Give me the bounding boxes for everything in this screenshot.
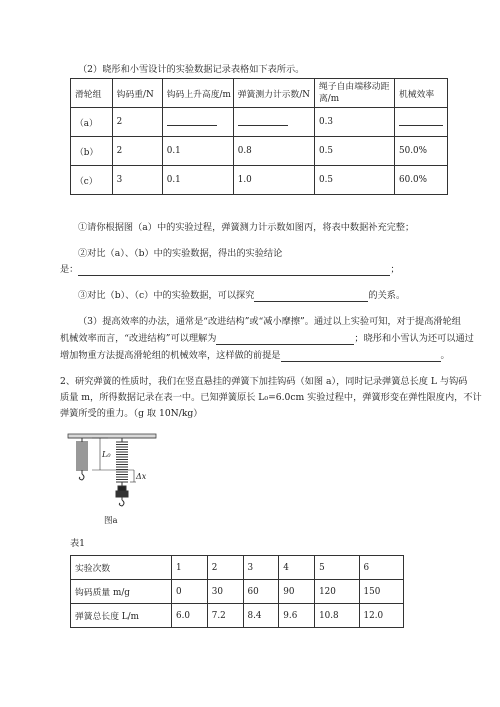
table-row xyxy=(71,137,448,166)
header-cell: 滑轮组 xyxy=(71,79,113,108)
header-cell: 钩码上升高度/m xyxy=(162,79,233,108)
paragraph-3-text-a: 机械效率而言，“改进结构”可以理解为 xyxy=(60,333,217,344)
paragraph-3-text-c: 增加物重方法提高滑轮组的机械效率，这样做的前提是 xyxy=(60,350,281,361)
table-cell: 0.1 xyxy=(162,166,233,195)
question-1: ①请你根据图（a）中的实验过程，弹簧测力计示数如图丙，将表中数据补充完整； xyxy=(78,222,415,233)
paragraph-3-text-d: 。 xyxy=(440,350,450,361)
answer-blank[interactable] xyxy=(254,292,368,302)
table-cell: 2 xyxy=(112,137,162,166)
table-cell: （c） xyxy=(71,166,113,195)
question-3 xyxy=(78,290,405,302)
problem-2-line-3: 弹簧所受的重力。（g 取 10N/kg） xyxy=(60,408,203,419)
table-cell: 1 xyxy=(172,556,208,580)
table-cell: （b） xyxy=(71,137,113,166)
paragraph-3-line-3 xyxy=(60,350,450,362)
header-cell: 弹簧测力计示数/N xyxy=(233,79,314,108)
table-cell: （a） xyxy=(71,108,113,137)
header-cell: 钩码重/N xyxy=(112,79,162,108)
table-cell: 0 xyxy=(172,580,208,604)
table-cell: 6.0 xyxy=(172,604,208,628)
table-cell: 3 xyxy=(243,556,279,580)
table-row xyxy=(71,556,404,580)
table-row xyxy=(71,580,404,604)
table-header-row xyxy=(71,79,448,108)
section2-intro: （2）晓彤和小雪设计的实验数据记录表格如下表所示。 xyxy=(78,64,305,75)
table-row xyxy=(71,166,448,195)
table-cell: 1.0 xyxy=(233,166,314,195)
question-3-text-b: 的关系。 xyxy=(368,290,406,301)
header-cell: 机械效率 xyxy=(395,79,448,108)
table-cell: 30 xyxy=(207,580,243,604)
table-cell: 钩码质量 m/g xyxy=(71,580,172,604)
table-cell: 0.3 xyxy=(315,108,395,137)
table-cell: 7.2 xyxy=(207,604,243,628)
answer-blank[interactable] xyxy=(233,108,314,137)
table-cell: 5 xyxy=(315,556,359,580)
table-cell: 实验次数 xyxy=(71,556,172,580)
table-cell: 0.1 xyxy=(162,137,233,166)
problem-2-line-1: 2、研究弹簧的性质时，我们在竖直悬挂的弹簧下加挂钩码（如图 a），同时记录弹簧总长度 L 与钩码 xyxy=(60,376,468,387)
table-cell: 90 xyxy=(279,580,315,604)
table-row xyxy=(71,604,404,628)
table-cell: 8.4 xyxy=(243,604,279,628)
question-2-prefix: 是： xyxy=(60,264,79,275)
table-cell: 2 xyxy=(207,556,243,580)
left-spring xyxy=(76,438,88,480)
header-cell-text: 绳子自由端移动距离/m xyxy=(319,82,390,104)
table-cell: 弹簧总长度 L/m xyxy=(71,604,172,628)
answer-blank[interactable] xyxy=(162,108,233,137)
header-cell xyxy=(315,79,395,108)
label-L0: L₀ xyxy=(102,450,111,459)
table-row xyxy=(71,108,448,137)
question-2-answer-line xyxy=(60,264,400,276)
table-cell: 60.0% xyxy=(395,166,448,195)
table-cell: 9.6 xyxy=(279,604,315,628)
label-delta-x: Δx xyxy=(136,472,147,481)
table-cell: 12.0 xyxy=(359,604,403,628)
question-2-suffix: ； xyxy=(390,264,400,275)
table-cell: 60 xyxy=(243,580,279,604)
paragraph-3-text-b: ；晓彤和小雪认为还可以通过 xyxy=(354,333,474,344)
table-cell: 10.8 xyxy=(315,604,359,628)
problem-2-line-2: 质量 m，所得数据记录在表一中。已知弹簧原长 L₀=6.0cm 实验过程中，弹簧形变在弹性限度内，不计 xyxy=(60,392,482,403)
table-cell: 0.5 xyxy=(315,166,395,195)
table-cell: 6 xyxy=(359,556,403,580)
table-cell: 0.5 xyxy=(315,137,395,166)
answer-blank[interactable] xyxy=(281,352,441,362)
answer-blank[interactable] xyxy=(395,108,448,137)
table-cell: 50.0% xyxy=(395,137,448,166)
table-2-title: 表1 xyxy=(70,538,86,549)
pulley-data-table xyxy=(70,78,448,195)
paragraph-3-line-2 xyxy=(60,333,474,345)
spring-data-table xyxy=(70,555,404,628)
table-cell: 4 xyxy=(279,556,315,580)
right-spring xyxy=(116,438,128,506)
answer-blank[interactable] xyxy=(78,266,390,276)
length-markers xyxy=(92,438,136,482)
table-cell: 0.8 xyxy=(233,137,314,166)
spring-figure xyxy=(64,430,164,530)
figure-caption: 图a xyxy=(104,516,118,526)
question-3-text-a: ③对比（b）、（c）中的实验数据，可以探究 xyxy=(78,290,255,301)
table-cell: 3 xyxy=(112,166,162,195)
paragraph-3-line-1: （3）提高效率的办法，通常是“改进结构”或“减小摩擦”。通过以上实验可知，对于提高滑轮组 xyxy=(78,316,461,327)
table-cell: 150 xyxy=(359,580,403,604)
table-cell: 120 xyxy=(315,580,359,604)
answer-blank[interactable] xyxy=(216,335,354,345)
table-cell: 2 xyxy=(112,108,162,137)
question-2: ②对比（a）、（b）中的实验数据，得出的实验结论 xyxy=(78,248,283,259)
